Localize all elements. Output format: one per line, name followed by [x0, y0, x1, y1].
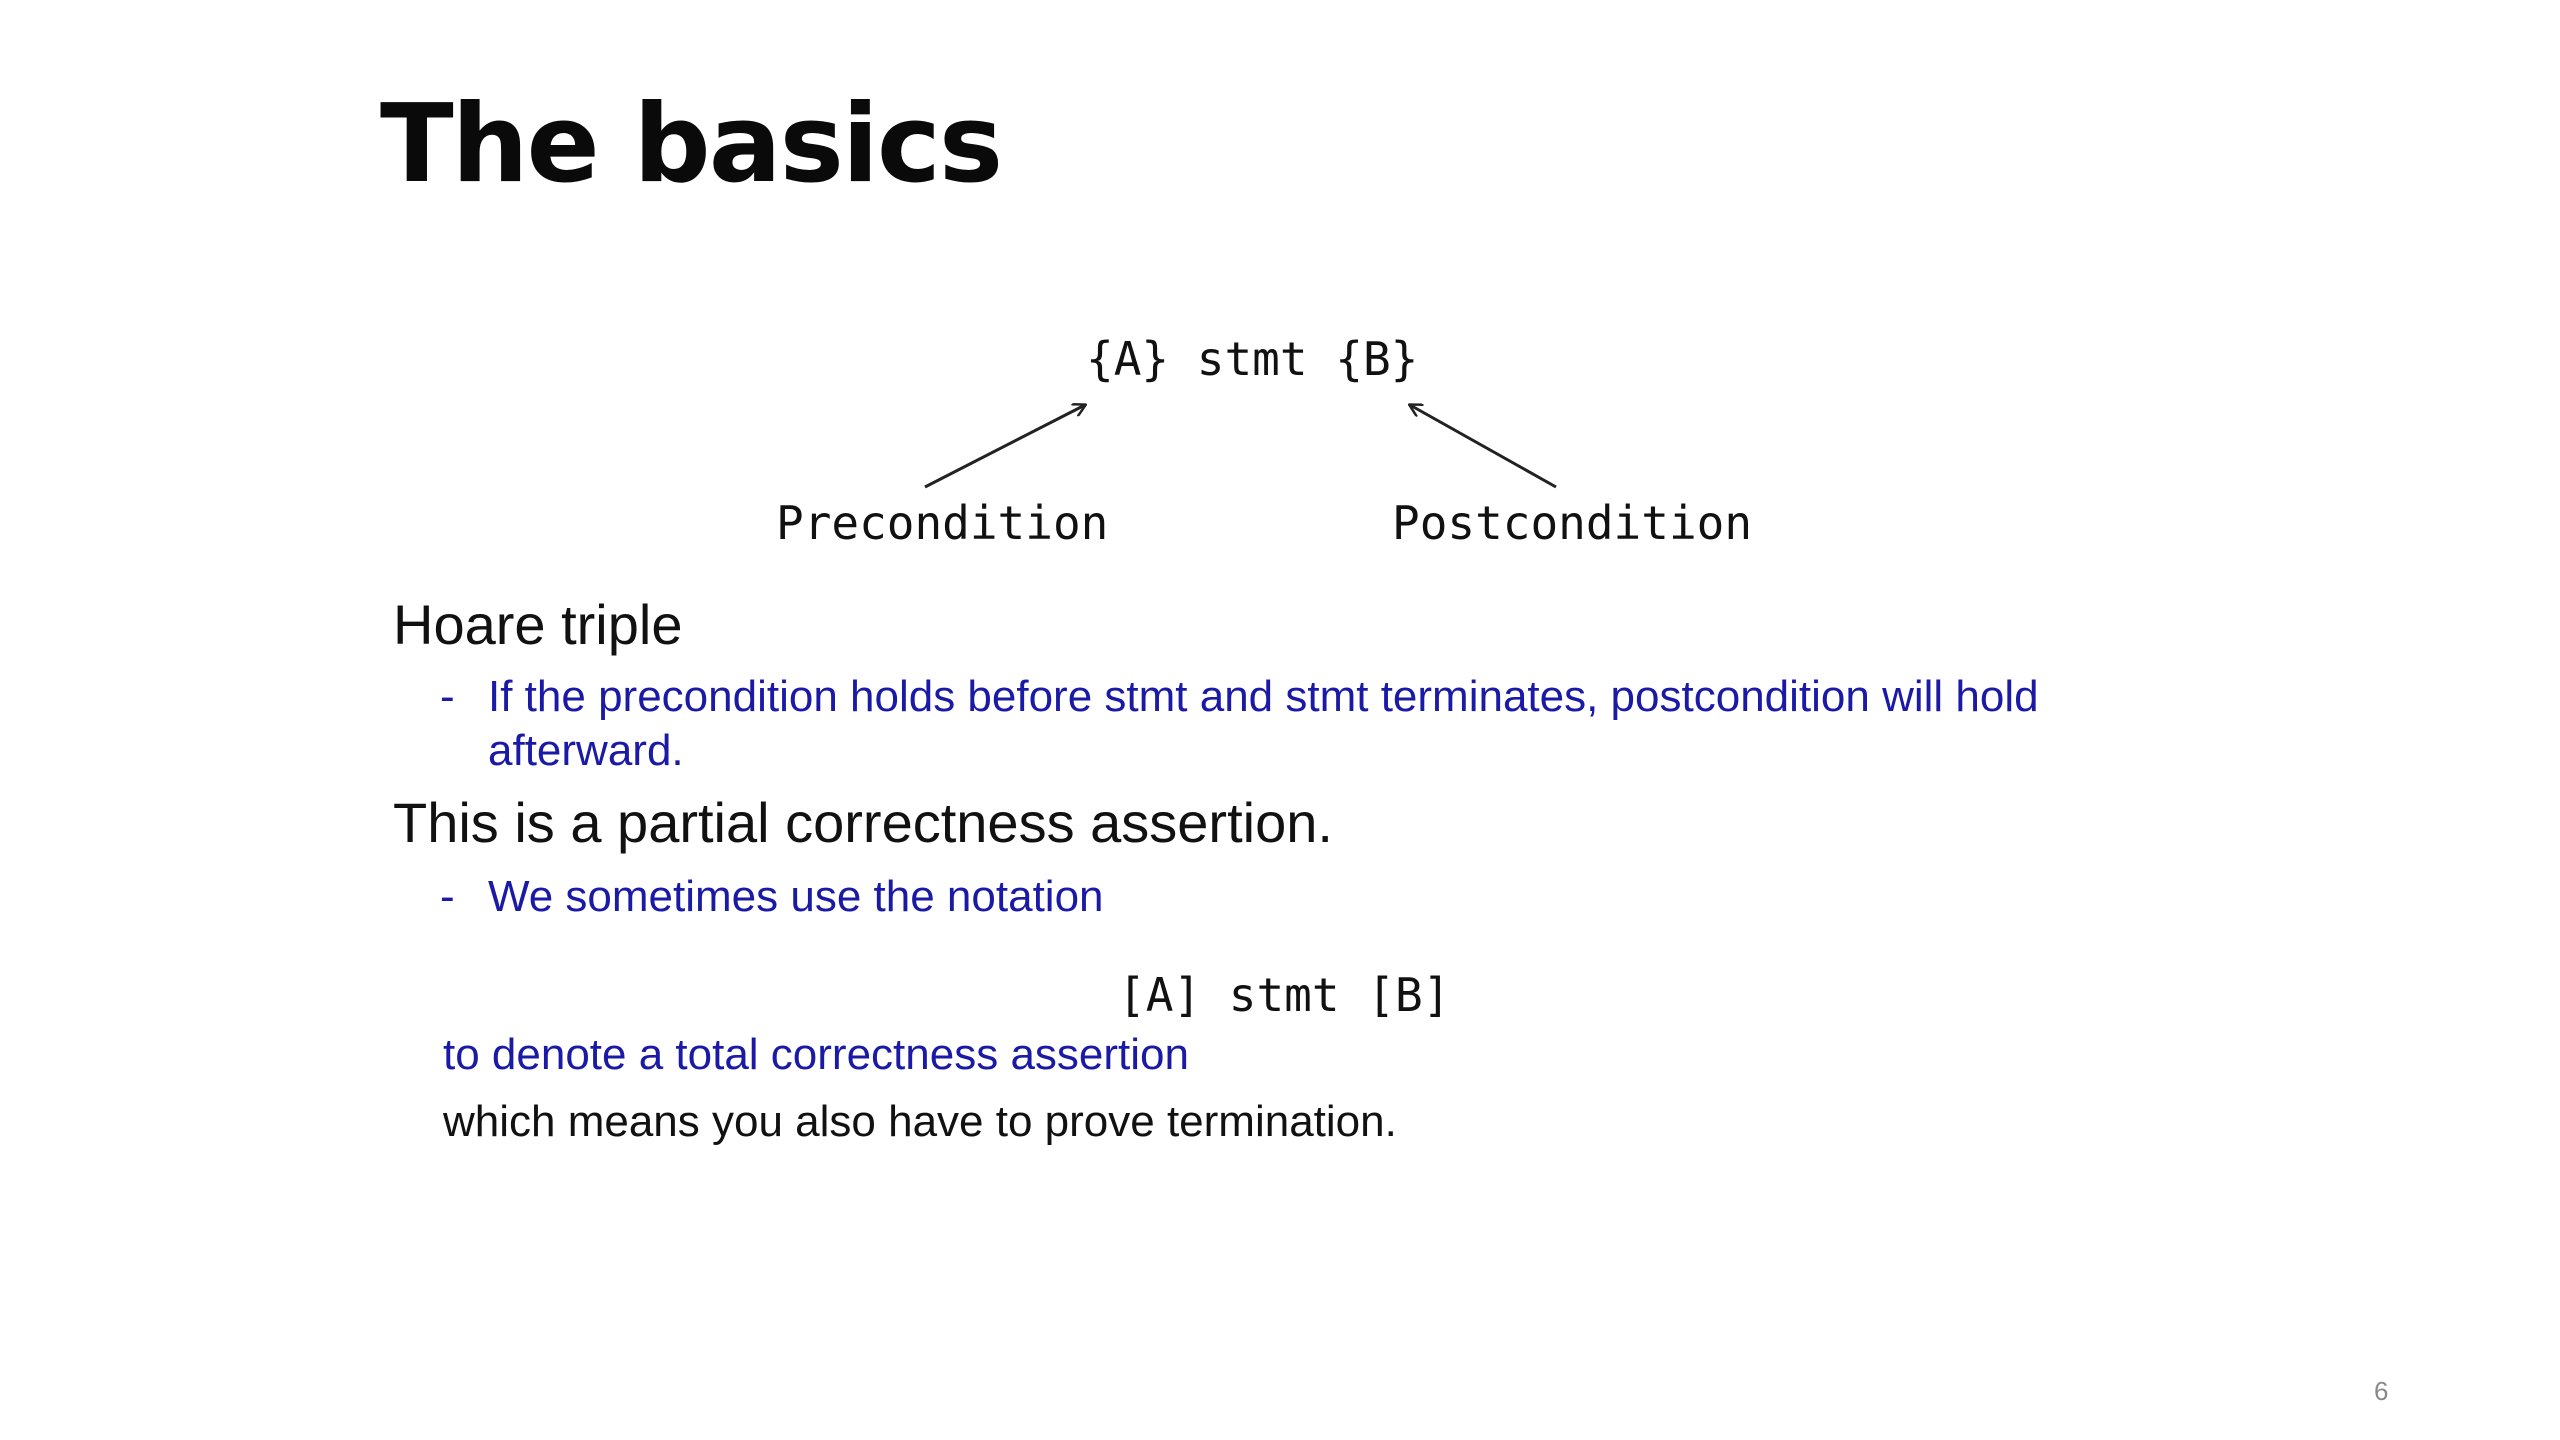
- page-number: 6: [2374, 1376, 2389, 1406]
- precondition-arrow: [925, 405, 1085, 487]
- bullet-text: We sometimes use the notation: [488, 872, 1104, 921]
- bullet-dash: -: [440, 872, 455, 921]
- bullet-text: If the precondition holds before stmt and stmt terminates, postcondition will hold afterward.: [488, 672, 2039, 775]
- slide-title: The basics: [380, 82, 1002, 207]
- heading-partial-correctness: This is a partial correctness assertion.: [393, 791, 1333, 854]
- bullet-notation: [440, 870, 2240, 926]
- termination-note: which means you also have to prove termination.: [443, 1097, 1397, 1146]
- bullet-dash: -: [440, 672, 455, 721]
- hoare-triple-formula: {A} stmt {B}: [1086, 332, 1419, 386]
- total-correctness-formula: [A] stmt [B]: [1118, 968, 1451, 1022]
- postcondition-arrow: [1410, 405, 1556, 487]
- precondition-label: Precondition: [776, 496, 1109, 550]
- denote-text: to denote a total correctness assertion: [443, 1030, 1189, 1079]
- bullet-hoare-definition: [440, 670, 2240, 780]
- heading-hoare-triple: Hoare triple: [393, 593, 683, 656]
- postcondition-label: Postcondition: [1392, 496, 1753, 550]
